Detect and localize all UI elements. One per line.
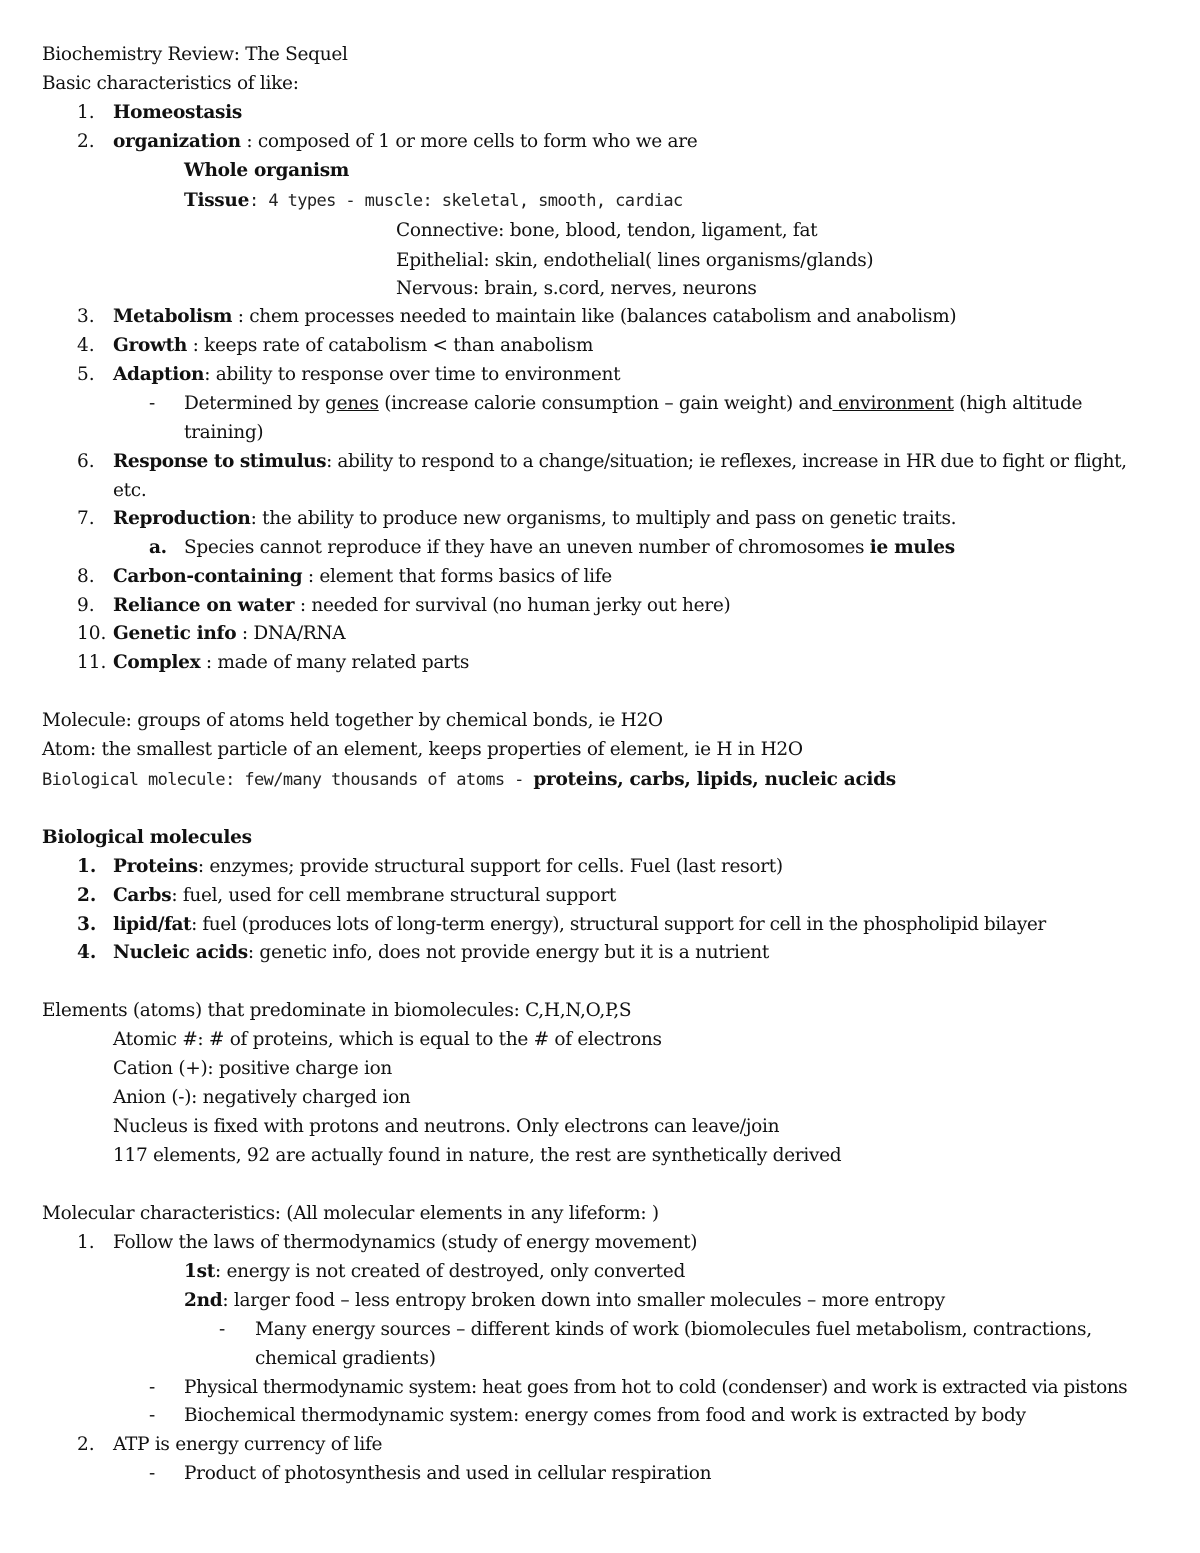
energy-sources-cont: chemical gradients) [255,1348,436,1369]
atom-definition: Atom: the smallest particle of an element, keeps properties of element, ie H in H2O [42,739,803,760]
list-number: 3. [77,914,97,935]
adaption-detail: Determined by genes (increase calorie consumption – gain weight) and environment (high altitude [184,393,1083,414]
document-title: Biochemistry Review: The Sequel [42,44,348,65]
list-number: 2. [77,1434,95,1455]
elements-line: Anion (-): negatively charged ion [113,1087,411,1108]
list-number: 2. [77,131,95,152]
atp-product-line: Product of photosynthesis and used in cellular respiration [184,1463,712,1484]
list-number: 7. [77,508,95,529]
list-number: 4. [77,942,97,963]
connective-tissue: Connective: bone, blood, tendon, ligament, fat [396,220,818,241]
molecule-definition: Molecule: groups of atoms held together by chemical bonds, ie H2O [42,710,663,731]
dash-bullet: - [149,1463,155,1484]
second-law: 2nd: larger food – less entropy broken down into smaller molecules – more entropy [184,1290,945,1311]
list-item: Nucleic acids: genetic info, does not provide energy but it is a nutrient [113,942,770,963]
list-number: 1. [77,1232,95,1253]
reproduction-detail: Species cannot reproduce if they have an uneven number of chromosomes ie mules [184,537,955,558]
list-number: 9. [77,595,95,616]
dash-bullet: - [149,393,155,414]
list-item: lipid/fat: fuel (produces lots of long-term energy), structural support for cell in the phospholipid bilayer [113,914,1046,935]
adaption-detail-cont: training) [184,422,264,443]
list-number: 10. [77,623,107,644]
energy-sources-line: Many energy sources – different kinds of work (biomolecules fuel metabolism, contractions, [255,1319,1092,1340]
definition: : composed of 1 or more cells to form who we are [240,131,698,152]
list-item: ATP is energy currency of life [113,1434,383,1455]
list-item: Growth : keeps rate of catabolism < than anabolism [113,335,594,356]
list-item: Adaption: ability to response over time to environment [113,364,621,385]
first-law: 1st: energy is not created of destroyed, only converted [184,1261,685,1282]
list-item: Follow the laws of thermodynamics (study of energy movement) [113,1232,698,1253]
list-number: 5. [77,364,95,385]
list-number: 1. [77,856,97,877]
elements-heading: Elements (atoms) that predominate in biomolecules: C,H,N,O,P,S [42,1000,632,1021]
tissue-line: Tissue: 4 types - muscle: skeletal, smooth, cardiac [184,190,683,211]
list-number: 1. [77,102,95,123]
list-item [113,102,242,124]
whole-organism: Whole organism [184,160,350,181]
elements-line: Cation (+): positive charge ion [113,1058,393,1079]
list-item: Reliance on water : needed for survival (no human jerky out here) [113,595,731,616]
list-item: Carbs: fuel, used for cell membrane structural support [113,885,616,906]
list-number: 4. [77,335,95,356]
response-cont: etc. [113,480,147,501]
list-item: Reproduction: the ability to produce new organisms, to multiply and pass on genetic traits. [113,508,957,529]
biological-molecule-definition: Biological molecule: few/many thousands of atoms - proteins, carbs, lipids, nucleic acids [42,769,896,790]
term: organization [113,131,241,152]
elements-line: Atomic #: # of proteins, which is equal to the # of electrons [113,1029,662,1050]
list-number: 6. [77,451,95,472]
list-item [113,131,697,153]
list-number: 2. [77,885,97,906]
physical-system-line: Physical thermodynamic system: heat goes from hot to cold (condenser) and work is extracted via pistons [184,1377,1128,1398]
list-item: Genetic info : DNA/RNA [113,623,346,644]
epithelial-tissue: Epithelial: skin, endothelial( lines organisms/glands) [396,250,874,271]
dash-bullet: - [219,1319,225,1340]
list-item: Complex : made of many related parts [113,652,470,673]
term: Homeostasis [113,102,243,123]
dash-bullet: - [149,1405,155,1426]
list-number: 8. [77,566,95,587]
basic-characteristics-heading: Basic characteristics of like: [42,73,299,94]
biomolecules-heading: Biological molecules [42,827,252,848]
list-item: Metabolism : chem processes needed to maintain like (balances catabolism and anabolism) [113,306,957,327]
list-number: 11. [77,652,107,673]
elements-line: Nucleus is fixed with protons and neutrons. Only electrons can leave/join [113,1116,780,1137]
list-number: 3. [77,306,95,327]
nervous-tissue: Nervous: brain, s.cord, nerves, neurons [396,278,757,299]
biochemical-system-line: Biochemical thermodynamic system: energy comes from food and work is extracted by body [184,1405,1026,1426]
list-item: Response to stimulus: ability to respond to a change/situation; ie reflexes, increase in HR due to fight or flight, [113,451,1127,472]
molecular-characteristics-heading: Molecular characteristics: (All molecular elements in any lifeform: ) [42,1203,659,1224]
sub-letter: a. [149,537,167,558]
list-item: Carbon-containing : element that forms basics of life [113,566,612,587]
elements-line: 117 elements, 92 are actually found in nature, the rest are synthetically derived [113,1145,842,1166]
list-item: Proteins: enzymes; provide structural support for cells. Fuel (last resort) [113,856,783,877]
dash-bullet: - [149,1377,155,1398]
